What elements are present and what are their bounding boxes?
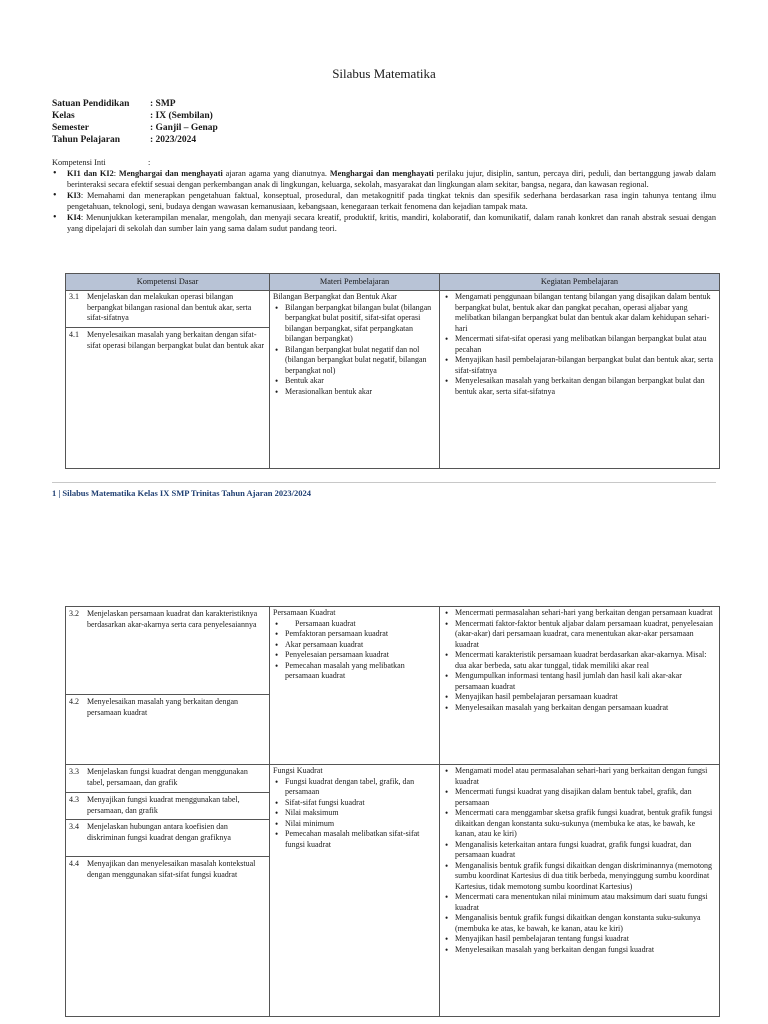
kd-item [66, 694, 269, 718]
kd-text: Menjelaskan dan melakukan operasi bilangan berpangkat bilangan rasional dan bentuk akar, serta sifat-sifatnya [87, 292, 252, 322]
materi-heading: Bilangan Berpangkat dan Bentuk Akar [273, 292, 397, 301]
kegiatan-item: • Mencermati permasalahan sehari-hari yang berkaitan dengan persamaan kuadrat [443, 608, 716, 619]
kd-text: Menjelaskan persamaan kuadrat dan karakteristiknya berdasarkan akar-akarnya serta cara penyelesaiannya [87, 609, 258, 629]
kompetensi-inti-section [52, 157, 716, 234]
ki-text: : [113, 169, 119, 178]
ki-text: : Memahami dan menerapkan pengetahuan faktual, konseptual, prosedural, dan metakognitif pada tingkat teknis dan spesifik sederhana berdasarkan rasa ingin tahunya tentang ilmu pengetahuan, teknologi, seni, budaya dengan wawasan kemanusiaan, kebangsaan, kenegaraan terkait fenomena dan kejadian tampak mata. [67, 191, 716, 211]
kd-cell [66, 607, 270, 765]
document-title: Silabus Matematika [332, 66, 436, 81]
kegiatan-item: • Mencermati fungsi kuadrat yang disajikan dalam bentuk tabel, grafik, dan persamaan [443, 787, 716, 808]
page-footer [52, 488, 311, 498]
kd-item [66, 327, 269, 351]
syllabus-table-2 [65, 606, 720, 1017]
identity-block [52, 98, 218, 146]
footer-separator: | [56, 488, 63, 498]
kd-number: 3.1 [69, 292, 79, 301]
kd-cell [66, 291, 270, 469]
kd-number: 3.3 [69, 767, 79, 776]
kd-item [66, 856, 269, 880]
header-kompetensi-dasar: Kompetensi Dasar [66, 274, 270, 291]
ki-emphasis: Menghargai dan menghayati [118, 169, 223, 178]
kegiatan-item: • Mengumpulkan informasi tentang hasil jumlah dan hasil kali akar-akar persamaan kuadrat [443, 671, 716, 692]
kd-number: 3.4 [69, 822, 79, 831]
kd-text: Menjelaskan hubungan antara koefisien dan diskriminan fungsi kuadrat dengan grafiknya [87, 822, 231, 842]
kegiatan-cell [440, 291, 720, 469]
identity-label: Semester [52, 123, 89, 133]
kd-number: 3.2 [69, 609, 79, 618]
kd-text: Menyelesaikan masalah yang berkaitan dengan persamaan kuadrat [87, 697, 239, 717]
kd-number: 4.3 [69, 795, 79, 804]
footer-text: Silabus Matematika Kelas IX SMP Trinitas Tahun Ajaran 2023/2024 [62, 488, 311, 498]
materi-item: • Fungsi kuadrat dengan tabel, grafik, dan persamaan [273, 777, 436, 798]
ki-emphasis: Menghargai dan menghayati [329, 169, 434, 178]
kegiatan-item: • Menyajikan hasil pembelajaran-bilangan berpangkat bulat dan bentuk akar, serta sifat-sifatnya [443, 355, 716, 376]
kegiatan-item: • Menyelesaikan masalah yang berkaitan dengan fungsi kuadrat [443, 945, 716, 956]
kegiatan-item: • Menyajikan hasil pembelajaran tentang fungsi kuadrat [443, 934, 716, 945]
ki-label: KI3 [67, 191, 81, 200]
ki-list [52, 168, 716, 234]
syllabus-table-1 [65, 273, 720, 469]
materi-list [273, 777, 436, 851]
table-row [66, 291, 720, 469]
kegiatan-list [443, 766, 716, 955]
header-materi-pembelajaran: Materi Pembelajaran [270, 274, 440, 291]
identity-value: : Ganjil – Genap [150, 123, 218, 133]
kd-item [66, 792, 269, 816]
header-kegiatan-pembelajaran: Kegiatan Pembelajaran [440, 274, 720, 291]
kegiatan-cell [440, 765, 720, 1017]
kd-item [66, 819, 269, 853]
kd-text: Menyajikan dan menyelesaikan masalah kontekstual dengan menggunakan sifat-sifat fungsi kuadrat [87, 859, 256, 879]
identity-value: : SMP [150, 99, 176, 109]
materi-item: • Pemfaktoran persamaan kuadrat [273, 629, 436, 640]
kd-item [69, 291, 266, 324]
materi-item: • Pemecahan masalah yang melibatkan persamaan kuadrat [273, 661, 436, 682]
materi-item: • Nilai maksimum [273, 808, 436, 819]
kd-number: 4.1 [69, 330, 79, 339]
kegiatan-item: • Mencermati cara menentukan nilai minimum atau maksimum dari suatu fungsi kuadrat [443, 892, 716, 913]
materi-item: • Persamaan kuadrat [273, 619, 436, 630]
kegiatan-list [443, 608, 716, 713]
kegiatan-list [443, 292, 716, 397]
kd-text: Menjelaskan fungsi kuadrat dengan menggunakan tabel, persamaan, dan grafik [87, 767, 248, 787]
kegiatan-item: • Menganalisis keterkaitan antara fungsi kuadrat, grafik fungsi kuadrat, dan persamaan kuadrat [443, 840, 716, 861]
ki-text: : Menunjukkan keterampilan menalar, mengolah, dan menyaji secara kreatif, produktif, kritis, mandiri, kolaboratif, dan komunikatif, dalam ranah konkret dan ranah abstrak sesuai dengan yang dipelajari di sekolah dan sumber lain yang sama dalam sudut pandang teori. [67, 213, 716, 233]
kegiatan-item: • Mencermati karakteristik persamaan kuadrat berdasarkan akar-akarnya. Misal: dua akar berbeda, satu akar tunggal, tidak memiliki akar real [443, 650, 716, 671]
identity-label: Kelas [52, 111, 75, 121]
kegiatan-item: • Mengamati model atau permasalahan sehari-hari yang berkaitan dengan fungsi kuadrat [443, 766, 716, 787]
kegiatan-item: • Menyajikan hasil pembelajaran persamaan kuadrat [443, 692, 716, 703]
kd-cell [66, 765, 270, 1017]
kd-text: Menyajikan fungsi kuadrat menggunakan tabel, persamaan, dan grafik [87, 795, 240, 815]
materi-cell [270, 607, 440, 765]
identity-label: Satuan Pendidikan [52, 99, 130, 109]
ki-item [52, 190, 716, 212]
materi-item: • Pemecahan masalah melibatkan sifat-sifat fungsi kuadrat [273, 829, 436, 850]
kd-number: 4.4 [69, 859, 79, 868]
kegiatan-cell [440, 607, 720, 765]
ki-label: KI1 dan KI2 [67, 169, 114, 178]
page-number: 1 [52, 488, 57, 498]
kd-number: 4.2 [69, 697, 79, 706]
identity-row [52, 98, 218, 110]
materi-list [273, 303, 436, 398]
identity-value: : 2023/2024 [150, 135, 197, 145]
materi-heading: Fungsi Kuadrat [273, 766, 323, 775]
kegiatan-item: • Mencermati faktor-faktor bentuk aljabar dalam persamaan kuadrat, penyelesaian (akar-akar) dari persamaan kuadrat, cara menentukan akar-akar persamaan kuadrat [443, 619, 716, 651]
ki-item [52, 212, 716, 234]
materi-item: • Bilangan berpangkat bilangan bulat (bilangan berpangkat bulat positif, sifat-sifat operasi bilangan berpangkat, sifat perpangkatan bilangan berpangkat) [273, 303, 436, 345]
table-row [66, 607, 720, 765]
identity-row [52, 110, 218, 122]
materi-cell [270, 291, 440, 469]
ki-label: KI4 [67, 213, 81, 222]
kegiatan-item: • Menyelesaikan masalah yang berkaitan dengan bilangan berpangkat bulat dan bentuk akar, serta sifat-sifatnya [443, 376, 716, 397]
kd-text: Menyelesaikan masalah yang berkaitan dengan sifat-sifat operasi bilangan berpangkat bulat dan bentuk akar [87, 330, 265, 350]
materi-item: • Penyelesaian persamaan kuadrat [273, 650, 436, 661]
materi-item: • Bilangan berpangkat bulat negatif dan nol (bilangan berpangkat bulat negatif, bilangan berpangkat nol) [273, 345, 436, 377]
materi-item: • Merasionalkan bentuk akar [273, 387, 436, 398]
footer-divider [52, 482, 716, 483]
ki-heading-label: Kompetensi Inti [52, 158, 106, 167]
materi-heading: Persamaan Kuadrat [273, 608, 336, 617]
kegiatan-item: • Mencermati sifat-sifat operasi yang melibatkan bilangan berpangkat bulat atau pecahan [443, 334, 716, 355]
table-header-row [66, 274, 720, 291]
kegiatan-item: • Mencermati cara menggambar sketsa grafik fungsi kuadrat, bentuk grafik fungsi dikaitkan dengan konstanta suku-sukunya (membuka ke atas, ke bawah, ke kanan, atau ke kiri) [443, 808, 716, 840]
table-row [66, 765, 720, 1017]
materi-item: • Akar persamaan kuadrat [273, 640, 436, 651]
kegiatan-item: • Menganalisis bentuk grafik fungsi dikaitkan dengan diskriminannya (memotong sumbu koordinat Kartesius di dua titik berbeda, menyinggung sumbu koordinat Kartesius, tidak memotong sumbu koordinat Kartesius) [443, 861, 716, 893]
kegiatan-item: • Mengamati penggunaan bilangan tentang bilangan yang disajikan dalam bentuk berpangkat bulat, bentuk akar dan pangkat pecahan, operasi aljabar yang melibatkan bilangan berpangkat bulat dan bentuk akar dalam kehidupan sehari-hari [443, 292, 716, 334]
materi-cell [270, 765, 440, 1017]
kegiatan-item: • Menyelesaikan masalah yang berkaitan dengan persamaan kuadrat [443, 703, 716, 714]
identity-label: Tahun Pelajaran [52, 135, 121, 145]
identity-value: : IX (Sembilan) [150, 111, 213, 121]
identity-row [52, 122, 218, 134]
materi-item: • Bentuk akar [273, 376, 436, 387]
ki-heading-colon: : [148, 158, 151, 167]
ki-text: ajaran agama yang dianutnya. [222, 169, 330, 178]
ki-heading [52, 157, 716, 168]
kegiatan-item: • Menganalisis bentuk grafik fungsi dikaitkan dengan konstanta suku-sukunya (membuka ke atas, ke bawah, ke kanan, atau ke kiri) [443, 913, 716, 934]
materi-list [273, 619, 436, 682]
kd-item [69, 607, 266, 691]
kd-item [69, 765, 266, 789]
ki-item [52, 168, 716, 190]
materi-item: • Nilai minimum [273, 819, 436, 830]
identity-row [52, 134, 218, 146]
ki-text: perilaku jujur, disiplin, santun, percaya diri, peduli, dan bertanggung jawab dalam berinteraksi secara efektif sesuai dengan perkembangan anak di lingkungan, keluarga, sekolah, masyarakat dan lingkungan alam sekitar, bangsa, negara, dan kawasan regional. [67, 169, 716, 189]
materi-item: • Sifat-sifat fungsi kuadrat [273, 798, 436, 809]
